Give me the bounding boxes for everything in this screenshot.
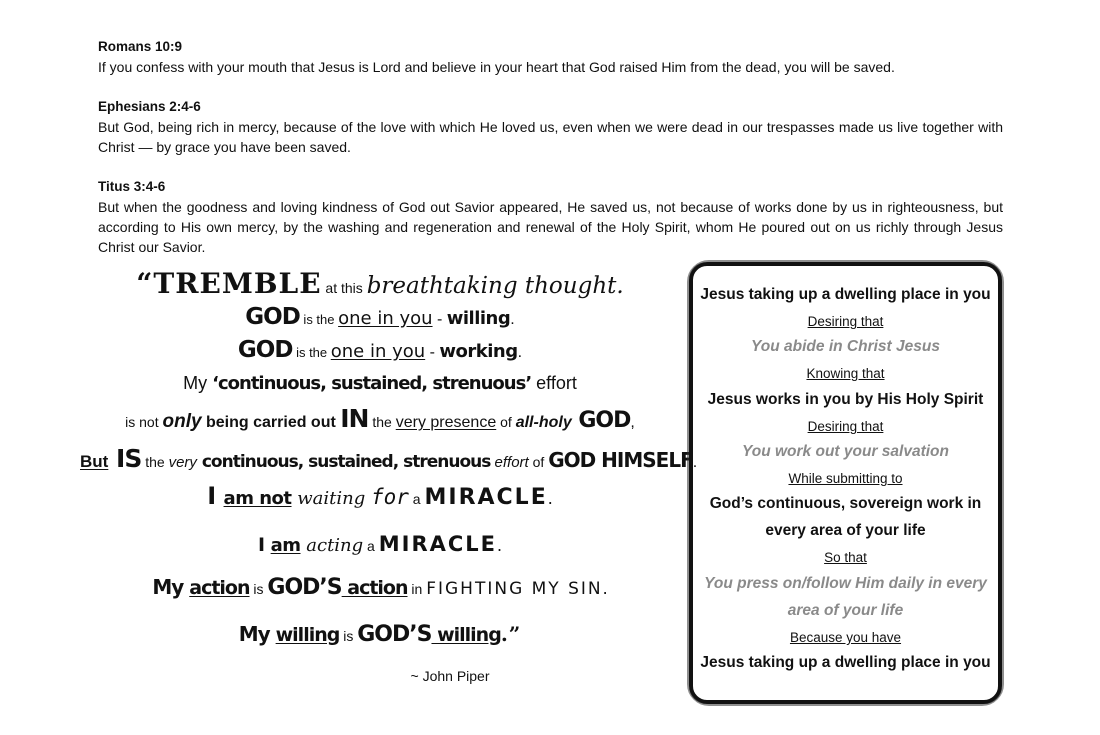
- box-line-15: Jesus taking up a dwelling place in you: [700, 654, 991, 671]
- box-line-12: You press on/follow Him daily in every: [704, 575, 987, 592]
- box-line-1: Jesus taking up a dwelling place in you: [700, 286, 991, 303]
- quote-line-10: My willing is GOD’S willing.”: [238, 622, 522, 647]
- box-line-11: So that: [824, 550, 867, 565]
- verse-titus: [98, 177, 1003, 257]
- verse-text: But when the goodness and loving kindness of God out Savior appeared, He saved us, not because of works done by us in righteousness, but according to His own mercy, by the washing and regeneration and renewal of the Holy Spirit, whom He poured out on us richly through Jesus Christ our Savior.: [98, 199, 1003, 255]
- box-line-13: area of your life: [787, 602, 904, 619]
- verse-ephesians: [98, 97, 1003, 157]
- quote-line-1: “TREMBLE at this breathtaking thought.: [136, 267, 624, 300]
- quote-line-2: GOD is the one in you - willing.: [245, 304, 515, 330]
- box-line-3: You abide in Christ Jesus: [751, 338, 940, 355]
- piper-quote: [80, 266, 698, 696]
- quote-line-3: GOD is the one in you - working.: [237, 337, 523, 363]
- dwelling-place-box: [689, 262, 1002, 704]
- quote-author: ~ John Piper: [410, 668, 490, 684]
- box-line-9: God’s continuous, sovereign work in: [709, 495, 982, 512]
- box-line-4: Knowing that: [806, 366, 885, 381]
- verse-text: If you confess with your mouth that Jesus is Lord and believe in your heart that God raised Him from the dead, you will be saved.: [98, 59, 895, 75]
- verse-romans: [98, 37, 1003, 77]
- verse-reference: Titus 3:4-6: [98, 179, 166, 194]
- quote-line-4: My ‘continuous, sustained, strenuous’ effort: [183, 373, 577, 394]
- quote-line-7: I am not waiting for a MIRACLE.: [207, 482, 553, 510]
- box-line-5: Jesus works in you by His Holy Spirit: [707, 391, 984, 408]
- quote-line-8: I am acting a MIRACLE.: [257, 532, 503, 556]
- box-line-14: Because you have: [789, 630, 902, 645]
- box-line-7: You work out your salvation: [742, 443, 949, 460]
- verse-text: But God, being rich in mercy, because of the love with which He loved us, even when we were dead in our trespasses made us live together with Christ — by grace you have been saved.: [98, 119, 1003, 155]
- box-line-10: every area of your life: [765, 522, 926, 539]
- quote-line-6: But IS the very continuous, sustained, strenuous effort of GOD HIMSELF.: [80, 444, 698, 473]
- box-line-8: While submitting to: [788, 471, 903, 486]
- verse-reference: Ephesians 2:4-6: [98, 99, 201, 114]
- quote-line-5: is not only being carried out IN the very presence of all-holy GOD,: [125, 404, 635, 433]
- box-line-2: Desiring that: [807, 314, 884, 329]
- quote-line-9: My action is GOD’S action in FIGHTING MY SIN.: [152, 575, 608, 600]
- box-line-6: Desiring that: [807, 419, 884, 434]
- verse-reference: Romans 10:9: [98, 39, 183, 54]
